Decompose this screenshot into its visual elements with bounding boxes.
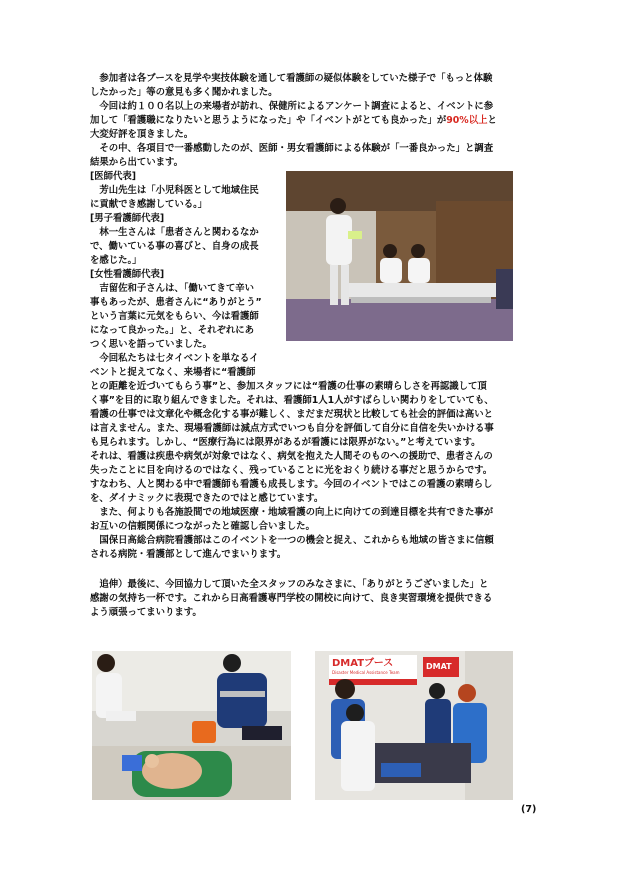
- testimonial-column: [90, 170, 280, 380]
- text-line: く事”を目的に取り組んできました。それは、看護師1人1人がすばらしい関わりをしていても、: [90, 395, 494, 406]
- survey-result-line: [90, 114, 530, 128]
- presentation-photo: [286, 171, 513, 341]
- text-line: 林一生さんは「患者さんと関わるなか: [90, 227, 259, 238]
- text-line: になって良かった。」と、それぞれにあ: [90, 325, 255, 336]
- text-line: 失ったことに目を向けるのではなく、残っていることに光をおくり続ける事だと思うからです。: [90, 465, 493, 476]
- text-line: 看護の仕事では文章化や概念化する事が難しく、まだまだ現状と比較しても社会的評価は高いと: [90, 409, 493, 420]
- text-line: を感じた。」: [90, 255, 142, 266]
- page-number: (7): [521, 804, 537, 815]
- text-line: お互いの信頼関係につながったと確認し合いました。: [90, 521, 315, 532]
- text-line: 今回私たちは七タイベントを単なるイ: [90, 353, 259, 364]
- text-line: 吉留佐和子さんは、「働いてきて辛い: [90, 283, 255, 294]
- booth-sign-title: DMATブース: [332, 658, 394, 669]
- text-line: 参加者は各ブースを見学や実技体験を通して看護師の疑似体験をしていた様子で「もっと体験: [90, 73, 493, 84]
- text-line: それは、看護は疾患や病気が対象ではなく、病気を抱えた人間そのものへの援助で、患者さんの: [90, 451, 493, 462]
- text-line: も見られます。しかし、“医療行為には限界があるが看護には限界がない。”と考えています。: [90, 437, 481, 448]
- postscript-paragraph: [90, 578, 530, 620]
- text-line: を、ダイナミックに表現できたのではと感じています。: [90, 493, 324, 504]
- booth-sign-badge: DMAT: [426, 662, 452, 671]
- text-line: また、何よりも各施設間での地域医療・地域看護の向上に向けての到達目標を共有できた事が: [90, 507, 494, 518]
- booth-sign-subtitle: Disaster Medical Assistance Team: [332, 670, 400, 675]
- text-line: 結果から出ています。: [90, 157, 183, 168]
- text-line: よう頑張ってまいります。: [90, 607, 202, 618]
- text-line: 感謝の気持ち一杯です。これから日高看護専門学校の開校に向けて、良き実習環境を提供できる: [90, 593, 493, 604]
- cpr-training-photo: [92, 651, 291, 800]
- text-line: 今回は約１００名以上の来場者が訪れ、保健所によるアンケート調査によると、イベントに参: [90, 101, 494, 112]
- section-label: [男子看護師代表]: [90, 213, 165, 224]
- text-segment: 加して「看護職になりたいと思うようになった」や「イベントがとても良かった」が: [90, 115, 447, 126]
- section-label: [医師代表]: [90, 171, 137, 182]
- text-line: 事もあったが、患者さんに“ありがとう”: [90, 297, 262, 308]
- text-line: される病院・看護部として進んでまいります。: [90, 549, 287, 560]
- text-line: との距離を近づいてもらう事”と、参加スタッフには“看護の仕事の素晴らしさを再認識して頂: [90, 381, 487, 392]
- text-line: すなわち、人と関わる中で看護師も看護も成長します。今回のイベントではこの看護の素晴らし: [90, 479, 493, 490]
- text-line: 国保日高総合病院看護部はこのイベントを一つの機会と捉え、これからも地域の皆さまに信頼: [90, 535, 494, 546]
- intro-paragraph: [90, 72, 530, 170]
- dmat-booth-photo: [315, 651, 513, 800]
- text-line: ベントと捉えてなく、来場者に“看護師: [90, 367, 256, 378]
- text-line: という言葉に元気をもらい、今は看護師: [90, 311, 259, 322]
- text-line: 大変好評を頂きました。: [90, 129, 194, 140]
- text-line: つく思いを語っていました。: [90, 339, 212, 350]
- body-paragraph: [90, 380, 530, 562]
- text-line: その中、各項目で一番感動したのが、医師・男女看護師による体験が「一番良かった」と調査: [90, 143, 494, 154]
- text-line: 芳山先生は「小児科医として地域住民: [90, 185, 259, 196]
- text-line: したかった」等の意見も多く聞かれました。: [90, 87, 278, 98]
- text-line: で、働いている事の喜びと、自身の成長: [90, 241, 259, 252]
- text-line: に貢献でき感謝している。」: [90, 199, 208, 210]
- text-segment: と: [487, 115, 497, 126]
- text-line: 追伸）最後に、今回協力して頂いた全スタッフのみなさまに、「ありがとうございました」と: [90, 579, 489, 590]
- section-label: [女性看護師代表]: [90, 269, 165, 280]
- highlight-percentage: 90%以上: [446, 115, 488, 126]
- text-line: は言えません。また、現場看護師は減点方式でいつも自分を評価して自分に自信を失いかける事: [90, 423, 494, 434]
